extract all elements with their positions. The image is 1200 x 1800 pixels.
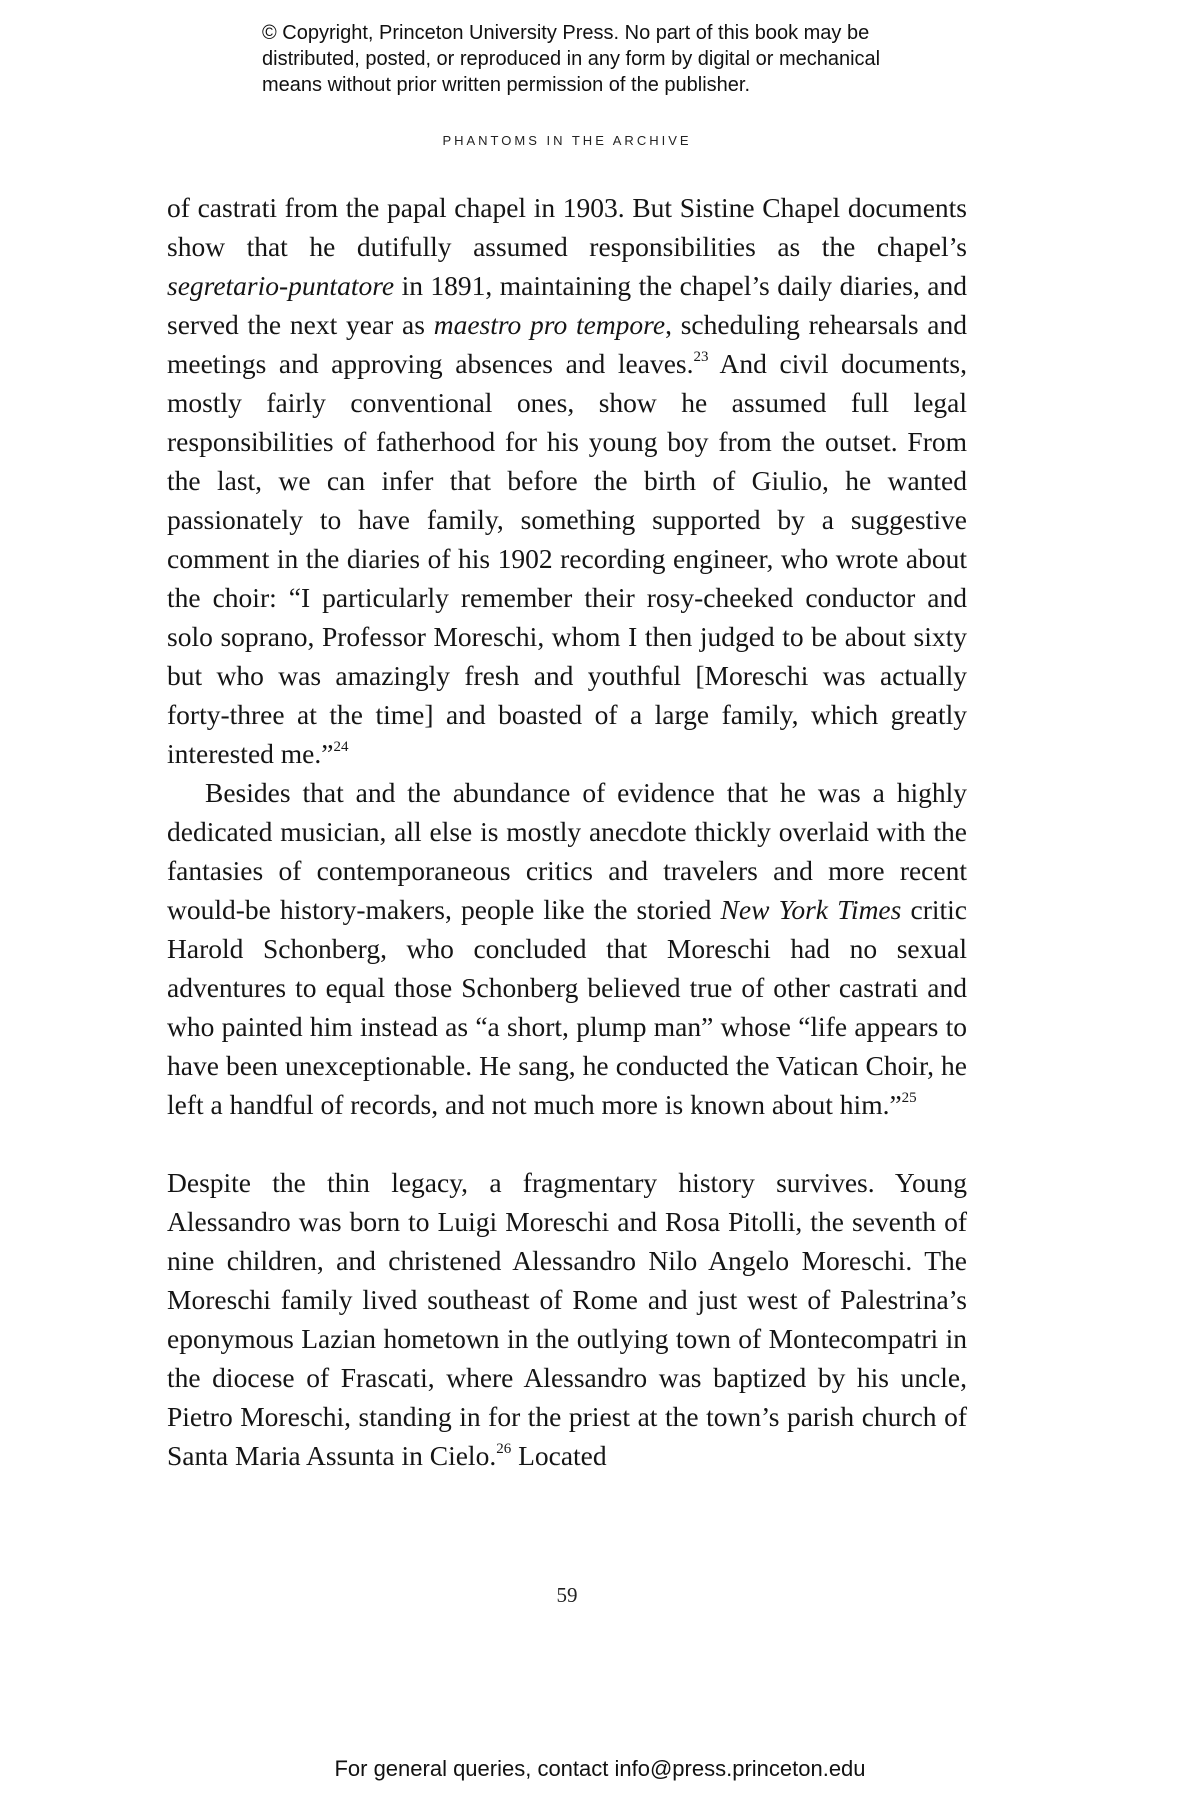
- text-run: critic Harold Schonberg, who concluded that Moreschi had no sexual adventures to equal those Schonberg believed true of other castrati and who painted him instead as “a short, plump man” whose “life appears to have been unexceptionable. He sang, he conducted the Vatican Choir, he left a handful of records, and not much more is known about him.”: [167, 894, 967, 1120]
- footer-contact: For general queries, contact info@press.princeton.edu: [334, 1756, 866, 1781]
- text-run: in 1891, maintaining the chapel’s daily diaries, and served the next year as: [167, 270, 967, 340]
- text-run: Despite the thin legacy, a fragmentary history survives. Young Alessandro was born to Luigi Moreschi and Rosa Pitolli, the seventh of nine children, and christened Alessandro Nilo Angelo Moreschi. The Moreschi family lived southeast of Rome and just west of Palestrina’s eponymous Lazian hometown in the outlying town of Montecompatri in the diocese of Frascati, where Alessandro was baptized by his uncle, Pietro Moreschi, standing in for the priest at the town’s parish church of Santa Maria Assunta in Cielo.: [167, 1167, 967, 1471]
- footnote-ref: 24: [333, 739, 349, 755]
- italic-title: New York Times: [720, 894, 902, 925]
- page-number: 59: [556, 1583, 578, 1607]
- footnote-ref: 23: [693, 349, 709, 365]
- text-run: Located: [511, 1440, 607, 1471]
- copyright-line: distributed, posted, or reproduced in any form by digital or mechanical: [262, 48, 881, 70]
- running-head: PHANTOMS IN THE ARCHIVE: [442, 133, 692, 148]
- copyright-line: means without prior written permission of the publisher.: [262, 74, 751, 96]
- footnote-ref: 25: [901, 1090, 917, 1106]
- paragraph: [167, 188, 967, 773]
- text-run: And civil documents, mostly fairly conventional ones, show he assumed full legal responsibilities of fatherhood for his young boy from the outset. From the last, we can infer that before the birth of Giulio, he wanted passionately to have family, something supported by a suggestive comment in the diaries of his 1902 recording engineer, who wrote about the choir: “I particularly remember their rosy-cheeked conductor and solo soprano, Professor Moreschi, whom I then judged to be about sixty but who was amazingly fresh and youthful [Moreschi was actually forty-three at the time] and boasted of a large family, which greatly interested me.”: [167, 348, 967, 769]
- paragraph: [167, 773, 967, 1124]
- copyright-notice: [262, 20, 1022, 98]
- footnote-ref: 26: [496, 1441, 512, 1457]
- copyright-line: © Copyright, Princeton University Press. No part of this book may be: [262, 22, 870, 44]
- paragraph: [167, 1163, 967, 1475]
- text-run: , scheduling rehearsals and meetings and approving absences and leaves.: [167, 309, 967, 379]
- italic-term: segretario-puntatore: [167, 270, 395, 301]
- italic-term: maestro pro tempore: [433, 309, 666, 340]
- text-run: of castrati from the papal chapel in 1903. But Sistine Chapel documents show that he dutifully assumed responsibilities as the chapel’s: [167, 192, 967, 262]
- text-run: Besides that and the abundance of evidence that he was a highly dedicated musician, all else is mostly anecdote thickly overlaid with the fantasies of contemporaneous critics and travelers and more recent would-be history-makers, people like the storied: [167, 777, 967, 925]
- body-text: [167, 188, 967, 1475]
